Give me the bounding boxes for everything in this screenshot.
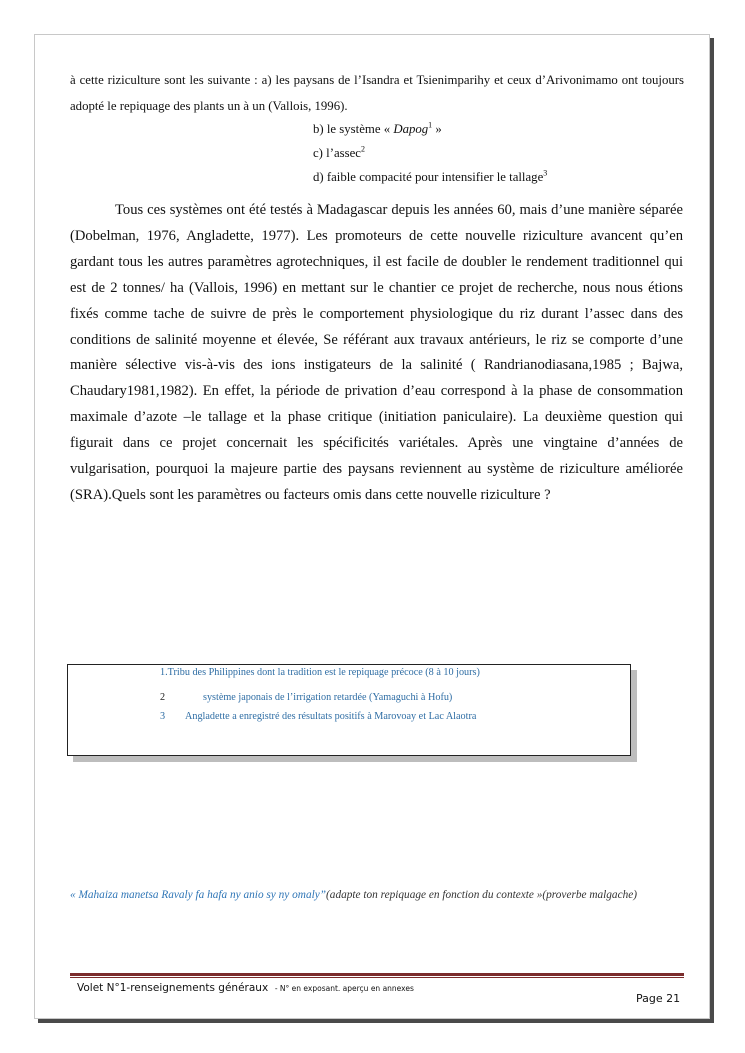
footer-rule-thin [70, 977, 684, 978]
footnote-3-number: 3 [160, 711, 166, 722]
list-item-b-suffix: » [432, 122, 442, 136]
dapog-term: Dapog [393, 122, 429, 136]
proverb [70, 880, 680, 910]
footnote-3-body [185, 711, 476, 722]
list-item-c [313, 141, 643, 165]
footnote-ref-3: 3 [543, 168, 548, 178]
footnote-2-number: 2 [160, 692, 166, 703]
footnote-2 [160, 692, 165, 703]
system-list [313, 117, 643, 189]
list-item-d-text: d) faible compacité pour intensifier le tallage [313, 170, 544, 184]
footnote-1-text: Tribu des Philippines dont la tradition est le repiquage précoce (8 à 10 jours) [167, 667, 480, 678]
footnote-box [67, 664, 631, 756]
list-item-b-prefix: b) le système « [313, 122, 394, 136]
footer-section [77, 982, 414, 994]
main-paragraph: Tous ces systèmes ont été testés à Madagascar depuis les années 60, mais d’une manière séparée (Dobelman, 1976, Angladette, 1977). Les promoteurs de cette nouvelle riziculture avancent qu’en gardant tous les autres paramètres agrotechniques, il est facile de doubler le rendement traditionnel qui est de 2 tonnes/ ha (Vallois, 1996) en mettant sur le chantier ce projet de recherche, nous nous étions fixés comme tache de suivre de près le comportement physiologique du riz durant l’assec dans des conditions de salinité moyenne et élevée, Se référant aux travaux antérieurs, le riz se comporte d’une manière sélective vis-à-vis des ions instigateurs de la salinité ( Randrianodiasana,1985 ; Bajwa, Chaudary1981,1982). En effet, la période de privation d’eau correspond à la phase de consommation maximale d’azote –le tallage et la phase critique (initiation paniculaire). La deuxième question qui figurait dans ce projet concernait les spécificités variétales. Après une vingtaine d’années de vulgarisation, pourquoi la majeure partie des paysans reviennent au système de riziculture améliorée (SRA).Quels sont les paramètres ou facteurs omis dans cette nouvelle riziculture ? [70, 202, 683, 503]
footnote-2-body [203, 692, 452, 703]
footnote-2-text: système japonais de l’irrigation retardée (Yamaguchi à Hofu) [203, 692, 453, 703]
list-item-c-text: c) l’assec [313, 146, 361, 160]
footer-note: - N° en exposant. aperçu en annexes [274, 984, 414, 993]
footnote-1 [160, 667, 480, 678]
footnote-ref-2: 2 [360, 144, 365, 154]
footer-rule-thick [70, 973, 684, 976]
footer-section-title: Volet N°1-renseignements généraux [77, 982, 269, 994]
page-number: Page 21 [636, 992, 681, 1005]
footnote-ref-1: 1 [428, 120, 433, 130]
footnote-3-text: Angladette a enregistré des résultats positifs à Marovoay et Lac Alaotra [185, 711, 477, 722]
list-item-d [313, 165, 643, 189]
list-item-b [313, 117, 643, 141]
intro-paragraph: à cette riziculture sont les suivante : a) les paysans de l’Isandra et Tsienimparihy et ceux d’Arivonimamo ont toujours adopté le repiquage des plants un à un (Vallois, 1996). [70, 73, 684, 113]
footnote-1-number: 1. [160, 667, 168, 678]
proverb-french: (adapte ton repiquage en fonction du contexte »(proverbe malgache) [326, 889, 638, 901]
footnote-3 [160, 711, 165, 722]
proverb-malagasy: « Mahaiza manetsa Ravaly fa hafa ny anio sy ny omaly” [70, 889, 327, 901]
